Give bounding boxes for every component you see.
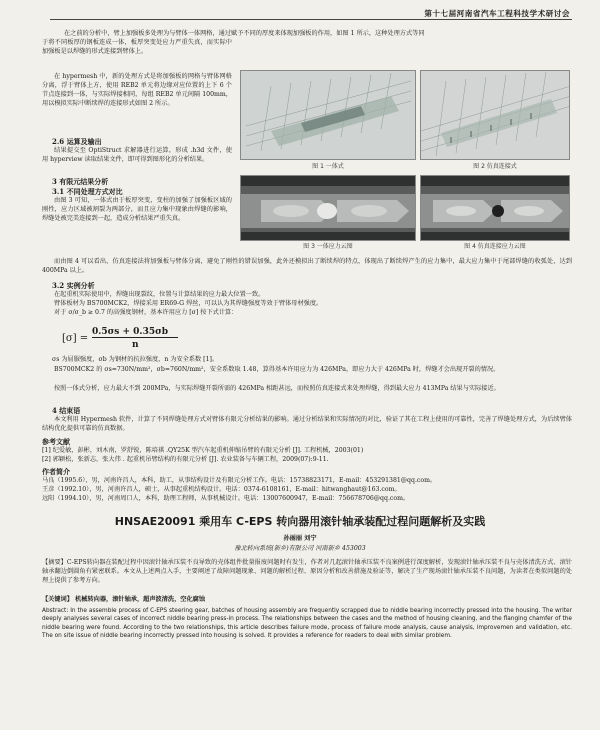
section-3-2-text-c: 对于 σ/σ_b ≥ 0.7 的高强度钢材，基本许用应力 [σ] 按下式计算： [54, 309, 238, 316]
paper-2-authors: 孙丽丽 刘宁 [283, 535, 317, 542]
figure-1-caption: 图 1 一体式 [312, 163, 344, 170]
section-4-heading: 4 结束语 [52, 406, 81, 415]
figure-4-stress-contour [420, 175, 570, 241]
formula-fraction-bar [92, 337, 178, 338]
author-bio-3: 远阳（1994.10），男，河南周口人，本科，助理工程师，从事机械设计。电话：13007600947，E-mail：756678706@qq.com。 [42, 495, 410, 502]
paper-2-keywords-cn: 【关键词】 机械转向器，滚针轴承，超声波清洗，空化腐蚀 [42, 596, 206, 603]
section-3-1-text: 由图 3 可知，一体式由于板厚突变，变柱的加强了加强板区域的刚性，应力区域被割裂为两部分，而且应力集中现象由焊缝的影响，焊缝处被完美连接到一起，造成分析结果严重失真。 [42, 197, 232, 222]
section-2-6-heading: 2.6 运算及输出 [52, 137, 102, 146]
reference-2: [2] 郭颖松，张新志，张大伟 . 起重机吊臂结构的有限元分析 [J]. 农业装备与车辆工程，2009(07):9-11. [42, 456, 329, 463]
section-3-heading: 3 有限元结果分析 [52, 177, 109, 186]
figure-2-mesh [420, 70, 570, 160]
figure-1-mesh [240, 70, 416, 160]
section-3-2-heading: 3.2 实例分析 [52, 281, 95, 290]
conference-title: 第十七届河南省汽车工程科技学术研讨会 [424, 9, 570, 18]
figure-3-caption: 图 3 一体应力云图 [303, 243, 353, 250]
section-3-2-text-a: 在起重机实际使用中，焊缝出现裂纹，位置与计算结果的应力最大位置一致。 [54, 291, 265, 298]
reference-1: [1] 纪爱敏，彭彬，刘木南，罗舒锐，陈培祺 .QY25K 型汽车起重机伸缩吊臂的有限元分析 [J]. 工程机械，2003(01) [42, 447, 364, 454]
conclusion-text: 本文利用 Hypermesh 软件，计算了不同焊缝处理方式对臂体有限元分析结果的影响。通过分析结果和实际情况的对比，验证了其在工程上使用的可靠性，完善了焊缝处理方式，为后续臂体结构优化提供可靠的仿真数据。 [42, 416, 572, 432]
paper-2-title: HNSAE20091 乘用车 C-EPS 转向器用滚针轴承装配过程问题解析及实践 [114, 515, 486, 528]
paper-2-abstract-en: Abstract: In the assemble process of C-EPS steering gear, batches of housing assembly are frequently scrapped due to niddle bearing incorrectly pressed into the housing. The writer deeply analyses several cases of incorrect niddle bearing press-in process. The relationships between the cases and the method of housing cleaning, and the flanging chamfer of the niddle bearing were found. According to the two relationships, this article describes failure mode, process of failure mode analysis, cause analysis, improvemen and validation, etc. The on site issue of niddle bearing incorrectly pressed into housing is solved. It provides a reference for readers to deal with similar problem. [42, 608, 572, 640]
formula-numerator: 0.5σs + 0.35σb [92, 327, 169, 337]
intro-paragraph-rest: 于将不同板厚的钢板连成一体，板厚突变处应力严重失真，而实际中加强板是以焊缝的形式连接到臂体上。 [42, 39, 232, 55]
figure-4-caption: 图 4 仿真连接应力云图 [464, 243, 526, 250]
intro-paragraph-line1: 在之前的分析中，臂上加强板多处理为与臂体一体网格，通过赋予不同的厚度来体现加强板的作用，如图 1 所示，这种处理方式等同 [64, 30, 425, 37]
author-bio-heading: 作者简介 [42, 467, 70, 476]
formula-lhs: [σ] = [62, 333, 89, 344]
section-3-2-text-b: 臂体板材为 BS700MCK2，焊接采用 ER69-G 焊丝，可以认为其焊缝强度等效于臂体母材强度。 [54, 300, 323, 307]
paper-2-abstract-cn: 【摘要】C-EPS转向器在装配过程中因滚针轴承压装不良导致的壳体组件批量报废问题时有发生，作者对几起滚针轴承压装不良案例进行深度解析，发现滚针轴承压装不良与壳体清洗方式、滚针轴承翻边倒圆角有紧密联系。本文从上述两点入手，主要阐述了故障问题现象、问题的解析过程、原因分析和改善措施及验证等，解决了生产现场滚针轴承压装不良问题，为读者在类似问题的处理上提供了参考方向。 [42, 559, 572, 584]
section-3-1-heading: 3.1 不同处理方式对比 [52, 187, 123, 196]
calculation-text: BS700MCK2 的 σs=730N/mm²，σb=760N/mm²，安全系数取 1.48，算得基本许用应力为 426MPa，即应力大于 426MPa 时，焊缝才会出现开裂的情况。 [54, 366, 500, 373]
author-bio-1: 马良（1995.6），男，河南许昌人，本科，助工，从事结构设计及有限元分析工作。电话：15738823171，E-mail：453291381@qq.com。 [42, 477, 437, 484]
author-bio-2: 王彦（1992.10），男，河南许昌人，硕士，从事起重机结构设计。电话：0374-6108161，E-mail：hitwanghaut@163.com。 [42, 486, 401, 493]
references-heading: 参考文献 [42, 437, 70, 446]
section-3-1-text-2: 而由图 4 可以看出，仿真连接法将加强板与臂体分离，避免了刚性的错误加强，此外还模拟出了断续焊的特点，体现出了断续焊产生的应力集中，最大应力集中于尾部焊缝的收弧处，达到 400MPa 以上。 [42, 258, 572, 274]
header-rule [50, 19, 572, 20]
formula-denominator: n [132, 340, 139, 350]
paper-2-affiliation: 豫北转向系统(新乡)有限公司 河南新乡 453003 [234, 545, 366, 552]
comparison-text: 按照一体式分析，应力最大不到 200MPa，与实际焊缝开裂所需的 426MPa 相距甚远，而按照仿真连接式来处理焊缝，得到最大应力 413MPa 结果与实际接近。 [54, 385, 500, 392]
page-header [0, 0, 600, 22]
intro-paragraph-2: 在 hypermesh 中，新的处理方式是将加强板的网格与臂体网格分离，浮于臂体上方，使用 REB2 单元将边缘对应位置的上下 6 个节点连接到一体，与实际焊接相同，每组 REB2 单元间隔 100mm，用以模拟实际中断续焊的连接形式如图 2 所示。 [42, 73, 232, 107]
figure-2-caption: 图 2 仿真连接式 [473, 163, 517, 170]
formula-explanation: σs 为屈服强度，σb 为钢材的抗拉强度，n 为安全系数 [1]。 [52, 356, 219, 363]
section-2-6-text: 结果提交至 OptiStruct 求解器进行运算，形成 .h3d 文件，使用 hyperview 读取结果文件，即可得到图形化的分析结果。 [42, 147, 232, 163]
figure-3-stress-contour [240, 175, 416, 241]
